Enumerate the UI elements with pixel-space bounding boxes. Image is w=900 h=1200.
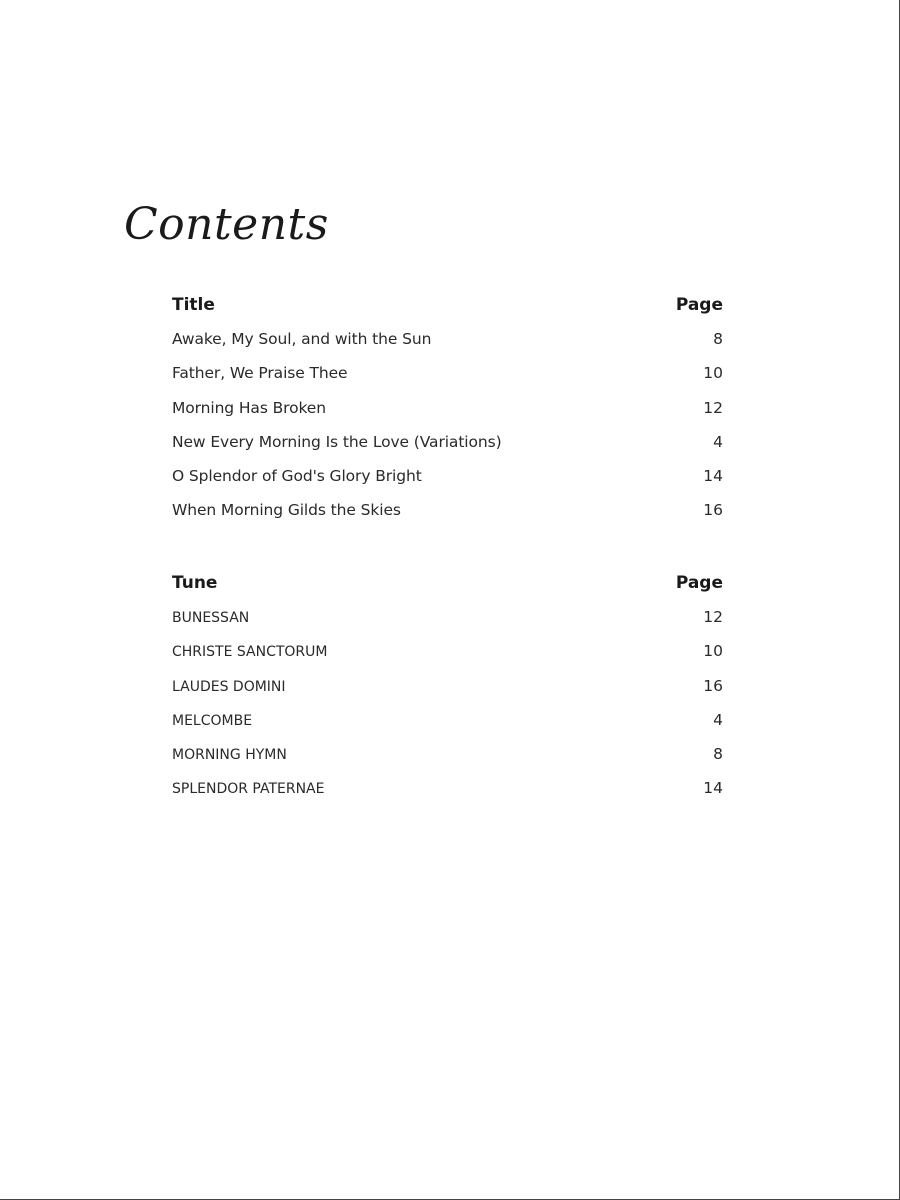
title-entry[interactable] (172, 461, 723, 495)
tune-entry[interactable] (172, 739, 723, 773)
entry-page-number: 16 (703, 501, 723, 520)
entry-page-number: 12 (703, 398, 723, 417)
entry-title: New Every Morning Is the Love (Variations) (172, 432, 502, 451)
tune-index-header (172, 568, 723, 602)
entry-page-number: 16 (703, 676, 723, 695)
entry-title: Awake, My Soul, and with the Sun (172, 330, 432, 349)
entry-title: O Splendor of God's Glory Bright (172, 466, 422, 485)
entry-page-number: 10 (703, 364, 723, 383)
page-title: Contents (124, 199, 329, 250)
entry-page-number: 4 (713, 432, 723, 451)
tune-entry[interactable] (172, 602, 723, 636)
tune-entry[interactable] (172, 773, 723, 807)
entry-page-number: 14 (703, 466, 723, 485)
title-index (172, 290, 723, 529)
title-entry[interactable] (172, 393, 723, 427)
entry-tune-name: CHRISTE SANCTORUM (172, 644, 328, 661)
tune-entry[interactable] (172, 705, 723, 739)
entry-title: When Morning Gilds the Skies (172, 501, 401, 520)
title-index-header (172, 290, 723, 324)
tune-column-header: Tune (172, 573, 218, 593)
entry-page-number: 12 (703, 608, 723, 627)
entry-title: Morning Has Broken (172, 398, 326, 417)
title-entry[interactable] (172, 324, 723, 358)
entry-page-number: 10 (703, 642, 723, 661)
title-entry[interactable] (172, 358, 723, 392)
tune-entry[interactable] (172, 636, 723, 670)
title-entry[interactable] (172, 427, 723, 461)
entry-tune-name: BUNESSAN (172, 610, 250, 627)
entry-tune-name: SPLENDOR PATERNAE (172, 781, 325, 798)
tune-entry[interactable] (172, 671, 723, 705)
page-column-header: Page (675, 295, 723, 315)
entry-tune-name: MORNING HYMN (172, 746, 287, 763)
entry-page-number: 8 (713, 744, 723, 763)
entry-page-number: 8 (713, 330, 723, 349)
title-entry[interactable] (172, 495, 723, 529)
title-column-header: Title (172, 295, 215, 315)
page-column-header: Page (675, 573, 723, 593)
entry-tune-name: LAUDES DOMINI (172, 678, 286, 695)
entry-tune-name: MELCOMBE (172, 712, 253, 729)
entry-title: Father, We Praise Thee (172, 364, 348, 383)
entry-page-number: 14 (703, 779, 723, 798)
tune-index (172, 568, 723, 807)
entry-page-number: 4 (713, 710, 723, 729)
